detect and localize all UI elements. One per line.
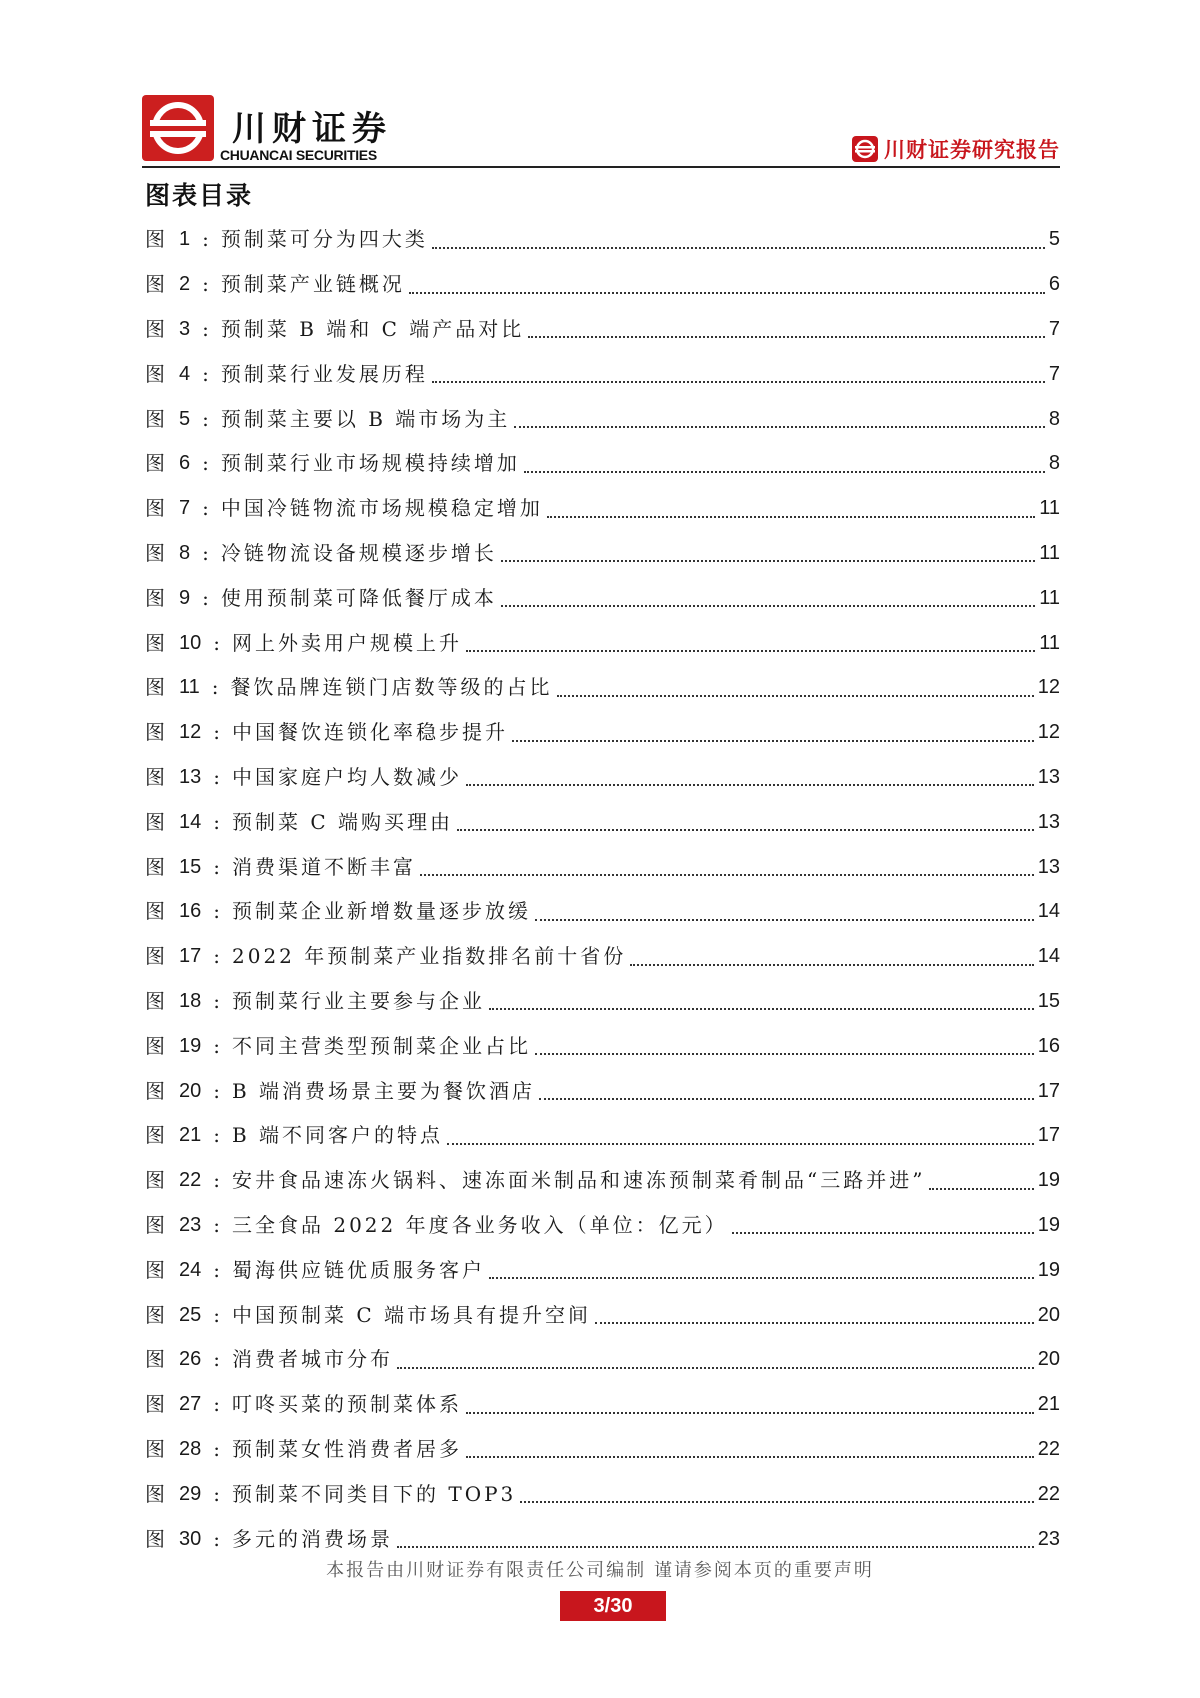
toc-fig-label: 图 bbox=[145, 1347, 165, 1372]
toc-fig-number: 9 bbox=[179, 586, 191, 609]
toc-dot-leader bbox=[535, 899, 1034, 921]
toc-entry-page[interactable]: 21 bbox=[1037, 1393, 1060, 1416]
toc-entry-page[interactable]: 15 bbox=[1037, 989, 1060, 1012]
toc-colon: : bbox=[213, 764, 220, 789]
toc-entry[interactable] bbox=[145, 665, 1060, 710]
toc-entry[interactable] bbox=[145, 396, 1060, 441]
toc-entry-page[interactable]: 13 bbox=[1037, 810, 1060, 833]
toc-dot-leader bbox=[732, 1212, 1034, 1234]
toc-entry-label[interactable]: 中国家庭户均人数减少 bbox=[232, 764, 462, 789]
toc-fig-label: 图 bbox=[145, 720, 165, 745]
toc-entry[interactable] bbox=[145, 1068, 1060, 1113]
toc-dot-leader bbox=[514, 406, 1045, 428]
toc-colon: : bbox=[213, 1526, 220, 1551]
toc-entry-label[interactable]: 预制菜 B 端和 C 端产品对比 bbox=[220, 316, 525, 341]
toc-colon: : bbox=[213, 1212, 220, 1237]
toc-entry[interactable] bbox=[145, 710, 1060, 755]
toc-fig-number: 29 bbox=[179, 1482, 202, 1505]
toc-colon: : bbox=[213, 899, 220, 924]
toc-entry-label[interactable]: 预制菜行业市场规模持续增加 bbox=[220, 451, 520, 476]
toc-entry-prefix bbox=[145, 1391, 232, 1417]
toc-colon: : bbox=[202, 272, 209, 297]
toc-entry-prefix bbox=[145, 1481, 232, 1507]
toc-fig-number: 6 bbox=[179, 452, 191, 475]
toc-colon: : bbox=[213, 1481, 220, 1506]
toc-fig-number: 3 bbox=[179, 317, 191, 340]
toc-fig-number: 17 bbox=[179, 945, 202, 968]
toc-entry-prefix bbox=[145, 943, 232, 969]
toc-dot-leader bbox=[557, 675, 1034, 697]
company-logo-icon bbox=[142, 95, 214, 161]
toc-entry-page[interactable]: 8 bbox=[1048, 452, 1060, 475]
toc-dot-leader bbox=[929, 1168, 1033, 1190]
toc-entry[interactable] bbox=[145, 1247, 1060, 1292]
toc-fig-label: 图 bbox=[145, 496, 165, 521]
toc-dot-leader bbox=[528, 316, 1045, 338]
toc-fig-number: 27 bbox=[179, 1393, 202, 1416]
toc-fig-number: 5 bbox=[179, 407, 191, 430]
toc-entry-page[interactable]: 11 bbox=[1039, 497, 1060, 520]
toc-fig-number: 24 bbox=[179, 1258, 202, 1281]
toc-fig-label: 图 bbox=[145, 1257, 165, 1282]
toc-entry-page[interactable]: 8 bbox=[1048, 407, 1060, 430]
toc-colon: : bbox=[202, 316, 209, 341]
toc-fig-label: 图 bbox=[145, 406, 165, 431]
toc-dot-leader bbox=[520, 1481, 1033, 1503]
toc-entry-prefix bbox=[145, 271, 221, 297]
toc-dot-leader bbox=[457, 809, 1034, 831]
toc-entry[interactable] bbox=[145, 351, 1060, 396]
toc-entry[interactable] bbox=[145, 217, 1060, 262]
toc-fig-number: 15 bbox=[179, 855, 202, 878]
toc-fig-label: 图 bbox=[145, 944, 165, 969]
toc-colon: : bbox=[213, 1436, 220, 1461]
toc-entry-page[interactable]: 20 bbox=[1037, 1303, 1060, 1326]
toc-entry[interactable] bbox=[145, 1023, 1060, 1068]
toc-fig-number: 26 bbox=[179, 1348, 202, 1371]
toc-fig-label: 图 bbox=[145, 316, 165, 341]
toc-entry-prefix bbox=[145, 764, 232, 790]
toc-entry-prefix bbox=[145, 406, 221, 432]
report-logo-icon bbox=[852, 136, 878, 162]
toc-entry[interactable] bbox=[145, 844, 1060, 889]
toc-fig-number: 7 bbox=[179, 497, 191, 520]
toc-dot-leader bbox=[466, 764, 1034, 786]
toc-entry[interactable] bbox=[145, 979, 1060, 1024]
toc-entry-prefix bbox=[145, 988, 232, 1014]
toc-entry-label[interactable]: 多元的消费场景 bbox=[232, 1526, 393, 1551]
toc-entry[interactable] bbox=[145, 307, 1060, 352]
toc-entry[interactable] bbox=[145, 531, 1060, 576]
toc-fig-label: 图 bbox=[145, 540, 165, 565]
toc-entry-label[interactable]: 预制菜行业主要参与企业 bbox=[232, 988, 485, 1013]
toc-fig-label: 图 bbox=[145, 1078, 165, 1103]
page-indicator: 3/30 bbox=[560, 1591, 666, 1621]
toc-entry[interactable] bbox=[145, 1516, 1060, 1561]
toc-entry-prefix bbox=[145, 1526, 232, 1552]
toc-entry-prefix bbox=[145, 898, 232, 924]
toc-dot-leader bbox=[432, 361, 1045, 383]
toc-colon: : bbox=[213, 630, 220, 655]
toc-fig-number: 2 bbox=[179, 273, 191, 296]
toc-fig-number: 11 bbox=[179, 676, 200, 699]
toc-entry-page[interactable]: 14 bbox=[1037, 900, 1060, 923]
footer-disclaimer: 本报告由川财证券有限责任公司编制 谨请参阅本页的重要声明 bbox=[326, 1560, 874, 1581]
toc-dot-leader bbox=[547, 496, 1035, 518]
toc-entry-label[interactable]: 预制菜可分为四大类 bbox=[220, 227, 428, 252]
toc-fig-number: 18 bbox=[179, 989, 202, 1012]
toc-fig-label: 图 bbox=[145, 1212, 165, 1237]
toc-entry-page[interactable]: 5 bbox=[1048, 228, 1060, 251]
toc-title: 图表目录 bbox=[145, 181, 254, 210]
toc-fig-label: 图 bbox=[145, 1302, 165, 1327]
toc-entry-prefix bbox=[145, 1033, 232, 1059]
toc-dot-leader bbox=[447, 1123, 1034, 1145]
toc-entry[interactable] bbox=[145, 799, 1060, 844]
toc-dot-leader bbox=[489, 1257, 1034, 1279]
toc-entry-page[interactable]: 17 bbox=[1037, 1124, 1060, 1147]
toc-colon: : bbox=[202, 585, 209, 610]
toc-colon: : bbox=[213, 1168, 220, 1193]
toc-entry-label[interactable]: 安井食品速冻火锅料、速冻面米制品和速冻预制菜肴制品“三路并进” bbox=[232, 1168, 926, 1193]
toc-entry[interactable] bbox=[145, 755, 1060, 800]
report-tag bbox=[852, 135, 1060, 163]
toc-colon: : bbox=[202, 406, 209, 431]
toc-entry-label[interactable]: 预制菜 C 端购买理由 bbox=[232, 809, 454, 834]
toc-list bbox=[145, 217, 1060, 1561]
toc-entry-page[interactable]: 22 bbox=[1037, 1482, 1060, 1505]
toc-entry-page[interactable]: 13 bbox=[1037, 765, 1060, 788]
toc-entry[interactable] bbox=[145, 1471, 1060, 1516]
toc-fig-label: 图 bbox=[145, 764, 165, 789]
toc-fig-number: 23 bbox=[179, 1213, 202, 1236]
toc-colon: : bbox=[202, 496, 209, 521]
company-name-cn: 川财证券 bbox=[232, 109, 392, 149]
toc-fig-label: 图 bbox=[145, 854, 165, 879]
toc-entry-label[interactable]: 预制菜女性消费者居多 bbox=[232, 1436, 462, 1461]
toc-fig-number: 25 bbox=[179, 1303, 202, 1326]
toc-colon: : bbox=[211, 675, 219, 700]
toc-entry-page[interactable]: 7 bbox=[1048, 362, 1060, 385]
toc-entry[interactable] bbox=[145, 575, 1060, 620]
toc-fig-number: 12 bbox=[179, 721, 202, 744]
toc-entry-prefix bbox=[145, 809, 232, 835]
toc-fig-label: 图 bbox=[145, 585, 165, 610]
toc-entry-prefix bbox=[145, 630, 232, 656]
toc-fig-number: 13 bbox=[179, 765, 202, 788]
toc-entry[interactable] bbox=[145, 934, 1060, 979]
toc-entry-label[interactable]: 网上外卖用户规模上升 bbox=[232, 630, 462, 655]
toc-dot-leader bbox=[501, 585, 1035, 607]
toc-fig-number: 21 bbox=[179, 1124, 202, 1147]
toc-fig-label: 图 bbox=[145, 899, 165, 924]
toc-colon: : bbox=[202, 451, 209, 476]
toc-colon: : bbox=[202, 361, 209, 386]
toc-entry-label[interactable]: 冷链物流设备规模逐步增长 bbox=[220, 540, 497, 565]
toc-entry-label[interactable]: 不同主营类型预制菜企业占比 bbox=[232, 1033, 531, 1058]
toc-dot-leader bbox=[420, 854, 1034, 876]
toc-entry[interactable] bbox=[145, 889, 1060, 934]
toc-entry-page[interactable]: 19 bbox=[1037, 1213, 1060, 1236]
toc-colon: : bbox=[202, 540, 209, 565]
toc-colon: : bbox=[213, 1302, 220, 1327]
toc-dot-leader bbox=[409, 272, 1045, 294]
toc-entry-prefix bbox=[145, 1078, 232, 1104]
toc-entry-label[interactable]: 预制菜主要以 B 端市场为主 bbox=[220, 406, 511, 431]
toc-fig-label: 图 bbox=[145, 1436, 165, 1461]
toc-fig-number: 19 bbox=[179, 1034, 202, 1057]
toc-entry-label[interactable]: 2022 年预制菜产业指数排名前十省份 bbox=[232, 944, 627, 969]
toc-entry-prefix bbox=[145, 540, 221, 566]
toc-fig-number: 30 bbox=[179, 1527, 202, 1550]
toc-entry-page[interactable]: 19 bbox=[1037, 1258, 1060, 1281]
toc-colon: : bbox=[213, 1347, 220, 1372]
toc-dot-leader bbox=[397, 1347, 1034, 1369]
toc-entry-prefix bbox=[145, 674, 231, 700]
toc-fig-label: 图 bbox=[145, 1168, 165, 1193]
toc-fig-number: 16 bbox=[179, 900, 202, 923]
toc-dot-leader bbox=[489, 988, 1034, 1010]
toc-dot-leader bbox=[630, 944, 1033, 966]
toc-colon: : bbox=[213, 854, 220, 879]
toc-entry-prefix bbox=[145, 1167, 232, 1193]
toc-entry-prefix bbox=[145, 1436, 232, 1462]
toc-entry-prefix bbox=[145, 1257, 232, 1283]
toc-fig-label: 图 bbox=[145, 227, 165, 252]
toc-fig-label: 图 bbox=[145, 1123, 165, 1148]
toc-fig-label: 图 bbox=[145, 988, 165, 1013]
toc-fig-label: 图 bbox=[145, 451, 165, 476]
toc-dot-leader bbox=[524, 451, 1045, 473]
toc-entry-prefix bbox=[145, 316, 221, 342]
toc-entry-page[interactable]: 23 bbox=[1037, 1527, 1060, 1550]
toc-entry[interactable] bbox=[145, 1337, 1060, 1382]
toc-entry-prefix bbox=[145, 1302, 232, 1328]
toc-entry-label[interactable]: 三全食品 2022 年度各业务收入（单位：亿元） bbox=[232, 1212, 728, 1237]
toc-entry-label[interactable]: 叮咚买菜的预制菜体系 bbox=[232, 1392, 462, 1417]
toc-fig-number: 14 bbox=[179, 810, 202, 833]
toc-entry-page[interactable]: 20 bbox=[1037, 1348, 1060, 1371]
toc-entry-prefix bbox=[145, 719, 232, 745]
toc-fig-number: 4 bbox=[179, 362, 191, 385]
toc-entry-label[interactable]: 蜀海供应链优质服务客户 bbox=[232, 1257, 485, 1282]
toc-entry[interactable] bbox=[145, 620, 1060, 665]
toc-dot-leader bbox=[397, 1526, 1034, 1548]
toc-dot-leader bbox=[501, 540, 1035, 562]
company-name-en: CHUANCAI SECURITIES bbox=[220, 147, 377, 163]
toc-entry-page[interactable]: 11 bbox=[1039, 631, 1060, 654]
toc-entry-page[interactable]: 22 bbox=[1037, 1437, 1060, 1460]
toc-entry-label[interactable]: 使用预制菜可降低餐厅成本 bbox=[220, 585, 497, 610]
toc-entry-label[interactable]: 中国冷链物流市场规模稳定增加 bbox=[220, 496, 543, 521]
toc-colon: : bbox=[213, 720, 220, 745]
toc-entry-prefix bbox=[145, 495, 221, 521]
toc-entry-page[interactable]: 14 bbox=[1037, 945, 1060, 968]
toc-fig-number: 22 bbox=[179, 1169, 202, 1192]
toc-dot-leader bbox=[466, 630, 1035, 652]
toc-entry[interactable] bbox=[145, 486, 1060, 531]
toc-fig-label: 图 bbox=[145, 272, 165, 297]
toc-colon: : bbox=[213, 809, 220, 834]
toc-entry[interactable] bbox=[145, 1382, 1060, 1427]
toc-colon: : bbox=[213, 944, 220, 969]
toc-entry[interactable] bbox=[145, 1158, 1060, 1203]
toc-entry-page[interactable]: 16 bbox=[1037, 1034, 1060, 1057]
toc-entry-label[interactable]: 中国餐饮连锁化率稳步提升 bbox=[232, 720, 508, 745]
toc-fig-label: 图 bbox=[145, 675, 165, 700]
toc-entry-page[interactable]: 19 bbox=[1037, 1169, 1060, 1192]
header-divider bbox=[142, 166, 1060, 168]
toc-dot-leader bbox=[466, 1392, 1034, 1414]
toc-entry-page[interactable]: 7 bbox=[1048, 317, 1060, 340]
toc-fig-number: 8 bbox=[179, 541, 191, 564]
toc-fig-label: 图 bbox=[145, 361, 165, 386]
toc-entry-label[interactable]: 预制菜行业发展历程 bbox=[220, 361, 428, 386]
toc-entry-label[interactable]: 餐饮品牌连锁门店数等级的占比 bbox=[230, 675, 553, 700]
toc-entry-label[interactable]: B 端不同客户的特点 bbox=[232, 1123, 444, 1148]
toc-entry-label[interactable]: B 端消费场景主要为餐饮酒店 bbox=[232, 1078, 536, 1103]
toc-fig-label: 图 bbox=[145, 630, 165, 655]
toc-entry-prefix bbox=[145, 450, 221, 476]
toc-entry[interactable] bbox=[145, 1203, 1060, 1248]
toc-entry-page[interactable]: 12 bbox=[1037, 721, 1060, 744]
toc-colon: : bbox=[213, 988, 220, 1013]
toc-entry-prefix bbox=[145, 1346, 232, 1372]
toc-dot-leader bbox=[466, 1436, 1034, 1458]
toc-entry[interactable] bbox=[145, 1292, 1060, 1337]
toc-entry-label[interactable]: 中国预制菜 C 端市场具有提升空间 bbox=[232, 1302, 592, 1327]
toc-fig-number: 1 bbox=[179, 228, 191, 251]
toc-colon: : bbox=[213, 1033, 220, 1058]
toc-entry[interactable] bbox=[145, 441, 1060, 486]
toc-entry-prefix bbox=[145, 1122, 232, 1148]
toc-entry[interactable] bbox=[145, 1113, 1060, 1158]
toc-dot-leader bbox=[595, 1302, 1034, 1324]
toc-fig-label: 图 bbox=[145, 1526, 165, 1551]
toc-fig-label: 图 bbox=[145, 1481, 165, 1506]
report-tag-text: 川财证券研究报告 bbox=[884, 138, 1060, 162]
toc-fig-label: 图 bbox=[145, 1033, 165, 1058]
toc-fig-number: 20 bbox=[179, 1079, 202, 1102]
toc-colon: : bbox=[213, 1392, 220, 1417]
toc-dot-leader bbox=[535, 1033, 1034, 1055]
toc-entry-page[interactable]: 6 bbox=[1048, 273, 1060, 296]
toc-colon: : bbox=[202, 227, 209, 252]
toc-entry-label[interactable]: 消费者城市分布 bbox=[232, 1347, 393, 1372]
toc-entry-prefix bbox=[145, 226, 221, 252]
toc-colon: : bbox=[213, 1257, 220, 1282]
toc-entry-prefix bbox=[145, 585, 221, 611]
toc-dot-leader bbox=[512, 720, 1034, 742]
toc-colon: : bbox=[213, 1078, 220, 1103]
toc-entry[interactable] bbox=[145, 262, 1060, 307]
toc-entry-prefix bbox=[145, 361, 221, 387]
toc-entry[interactable] bbox=[145, 1427, 1060, 1472]
toc-entry-label[interactable]: 预制菜产业链概况 bbox=[220, 272, 405, 297]
toc-entry-prefix bbox=[145, 854, 232, 880]
toc-entry-label[interactable]: 预制菜企业新增数量逐步放缓 bbox=[232, 899, 531, 924]
toc-dot-leader bbox=[432, 227, 1045, 249]
toc-entry-label[interactable]: 预制菜不同类目下的 TOP3 bbox=[232, 1481, 517, 1506]
toc-entry-page[interactable]: 12 bbox=[1037, 676, 1060, 699]
toc-fig-label: 图 bbox=[145, 809, 165, 834]
page-header bbox=[142, 95, 1060, 167]
toc-colon: : bbox=[213, 1123, 220, 1148]
toc-entry-label[interactable]: 消费渠道不断丰富 bbox=[232, 854, 416, 879]
toc-fig-number: 10 bbox=[179, 631, 202, 654]
toc-fig-number: 28 bbox=[179, 1437, 202, 1460]
toc-dot-leader bbox=[539, 1078, 1034, 1100]
toc-fig-label: 图 bbox=[145, 1392, 165, 1417]
toc-entry-page[interactable]: 17 bbox=[1037, 1079, 1060, 1102]
toc-entry-page[interactable]: 13 bbox=[1037, 855, 1060, 878]
toc-entry-page[interactable]: 11 bbox=[1039, 586, 1060, 609]
toc-entry-page[interactable]: 11 bbox=[1039, 541, 1060, 564]
toc-entry-prefix bbox=[145, 1212, 232, 1238]
